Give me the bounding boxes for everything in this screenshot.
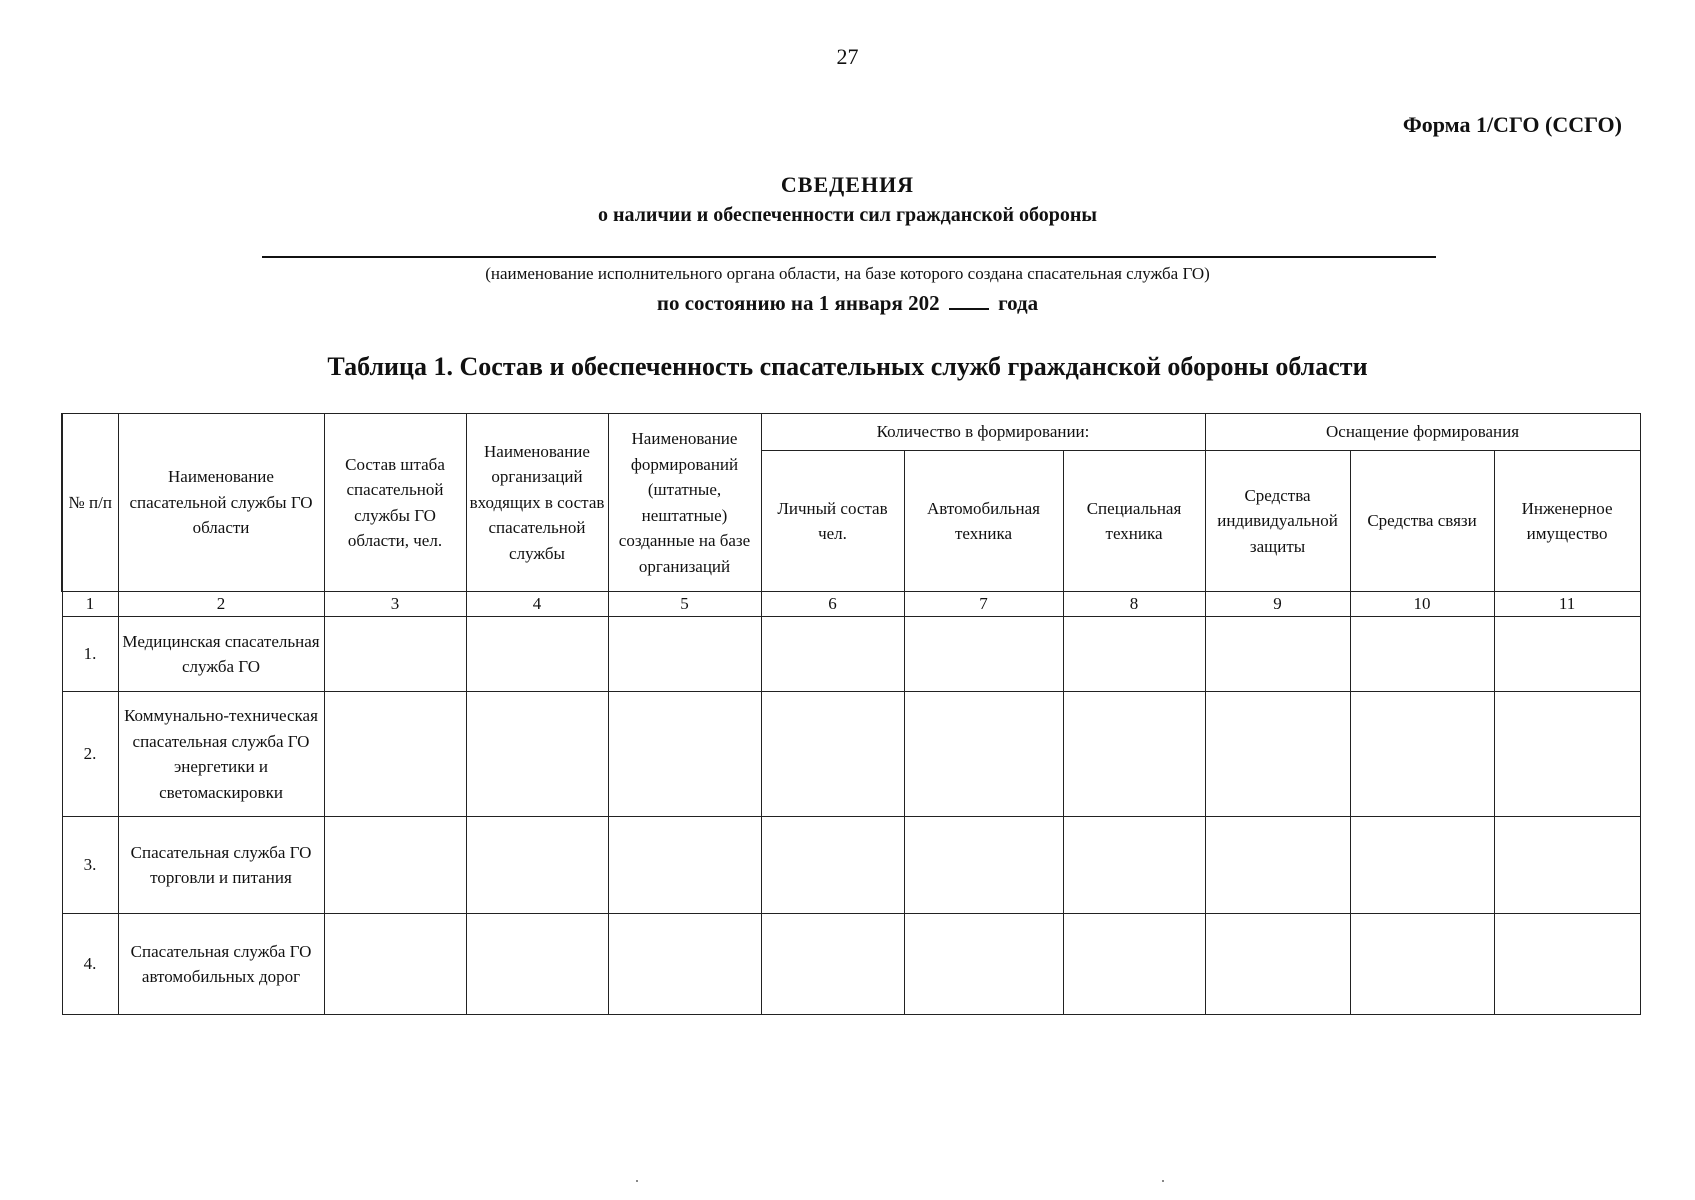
table-row [62, 817, 1640, 914]
column-number: 2 [118, 592, 324, 617]
header-col-11: Инженерное имущество [1494, 451, 1640, 592]
column-number: 5 [608, 592, 761, 617]
column-number: 1 [62, 592, 118, 617]
empty-cell[interactable] [1063, 617, 1205, 692]
column-number: 3 [324, 592, 466, 617]
empty-cell[interactable] [761, 692, 904, 817]
empty-cell[interactable] [1494, 914, 1640, 1015]
header-col-6: Личный состав чел. [761, 451, 904, 592]
header-group-quantity: Количество в формировании: [761, 414, 1205, 451]
empty-cell[interactable] [1350, 617, 1494, 692]
header-col-10: Средства связи [1350, 451, 1494, 592]
service-name: Коммунально-техническая спасательная служба ГО энергетики и светомаскировки [118, 692, 324, 817]
empty-cell[interactable] [904, 617, 1063, 692]
header-col-1: № п/п [62, 414, 118, 592]
date-line-prefix: по состоянию на 1 января 202 [656, 291, 940, 315]
header-col-7: Автомобильная техника [904, 451, 1063, 592]
row-number: 4. [62, 914, 118, 1015]
empty-cell[interactable] [1350, 692, 1494, 817]
empty-cell[interactable] [904, 692, 1063, 817]
empty-cell[interactable] [904, 914, 1063, 1015]
empty-cell[interactable] [1063, 914, 1205, 1015]
column-number: 9 [1205, 592, 1350, 617]
service-name: Спасательная служба ГО автомобильных дорог [118, 914, 324, 1015]
empty-cell[interactable] [904, 817, 1063, 914]
header-col-3: Состав штаба спасательной службы ГО области, чел. [324, 414, 466, 592]
document-subtitle: о наличии и обеспеченности сил гражданской обороны [598, 204, 1097, 226]
empty-cell[interactable] [761, 914, 904, 1015]
header-row-top [62, 414, 1640, 451]
date-line [0, 290, 1695, 316]
column-number: 11 [1494, 592, 1640, 617]
column-number: 10 [1350, 592, 1494, 617]
forces-table [61, 413, 1641, 1015]
empty-cell[interactable] [324, 617, 466, 692]
row-number: 1. [62, 617, 118, 692]
empty-cell[interactable] [608, 817, 761, 914]
empty-cell[interactable] [761, 817, 904, 914]
header-col-4: Наименование организаций входящих в состав спасательной службы [466, 414, 608, 592]
column-number: 4 [466, 592, 608, 617]
empty-cell[interactable] [466, 914, 608, 1015]
document-title: СВЕДЕНИЯ [780, 172, 915, 197]
empty-cell[interactable] [608, 914, 761, 1015]
empty-cell[interactable] [1494, 617, 1640, 692]
header-col-5: Наименование формирований (штатные, нештатные) созданные на базе организаций [608, 414, 761, 592]
organ-name-caption: (наименование исполнительного органа области, на базе которого создана спасательная служба ГО) [485, 264, 1210, 283]
empty-cell[interactable] [608, 692, 761, 817]
table-title: Таблица 1. Состав и обеспеченность спасательных служб гражданской обороны области [327, 352, 1368, 381]
empty-cell[interactable] [1063, 692, 1205, 817]
empty-cell[interactable] [466, 692, 608, 817]
empty-cell[interactable] [1063, 817, 1205, 914]
empty-cell[interactable] [1350, 817, 1494, 914]
column-number: 8 [1063, 592, 1205, 617]
header-col-8: Специальная техника [1063, 451, 1205, 592]
table-row [62, 914, 1640, 1015]
empty-cell[interactable] [466, 617, 608, 692]
empty-cell[interactable] [466, 817, 608, 914]
empty-cell[interactable] [1494, 817, 1640, 914]
header-group-equipment: Оснащение формирования [1205, 414, 1640, 451]
date-line-suffix: года [998, 291, 1039, 315]
empty-cell[interactable] [324, 692, 466, 817]
empty-cell[interactable] [324, 817, 466, 914]
empty-cell[interactable] [1205, 817, 1350, 914]
empty-cell[interactable] [761, 617, 904, 692]
empty-cell[interactable] [1205, 692, 1350, 817]
header-col-9: Средства индивидуальной защиты [1205, 451, 1350, 592]
empty-cell[interactable] [1350, 914, 1494, 1015]
empty-cell[interactable] [1494, 692, 1640, 817]
row-number: 2. [62, 692, 118, 817]
column-number: 6 [761, 592, 904, 617]
column-number: 7 [904, 592, 1063, 617]
table-row [62, 617, 1640, 692]
table-row [62, 692, 1640, 817]
column-number-row [62, 592, 1640, 617]
form-label: Форма 1/СГО (ССГО) [1402, 112, 1622, 137]
organ-name-blank-line [262, 256, 1436, 258]
empty-cell[interactable] [1205, 914, 1350, 1015]
scan-speck [1162, 1180, 1164, 1182]
scan-speck [636, 1180, 638, 1182]
service-name: Спасательная служба ГО торговли и питания [118, 817, 324, 914]
year-blank [949, 290, 989, 310]
service-name: Медицинская спасательная служба ГО [118, 617, 324, 692]
empty-cell[interactable] [1205, 617, 1350, 692]
empty-cell[interactable] [324, 914, 466, 1015]
header-col-2: Наименование спасательной службы ГО области [118, 414, 324, 592]
row-number: 3. [62, 817, 118, 914]
empty-cell[interactable] [608, 617, 761, 692]
page-number: 27 [836, 44, 859, 69]
